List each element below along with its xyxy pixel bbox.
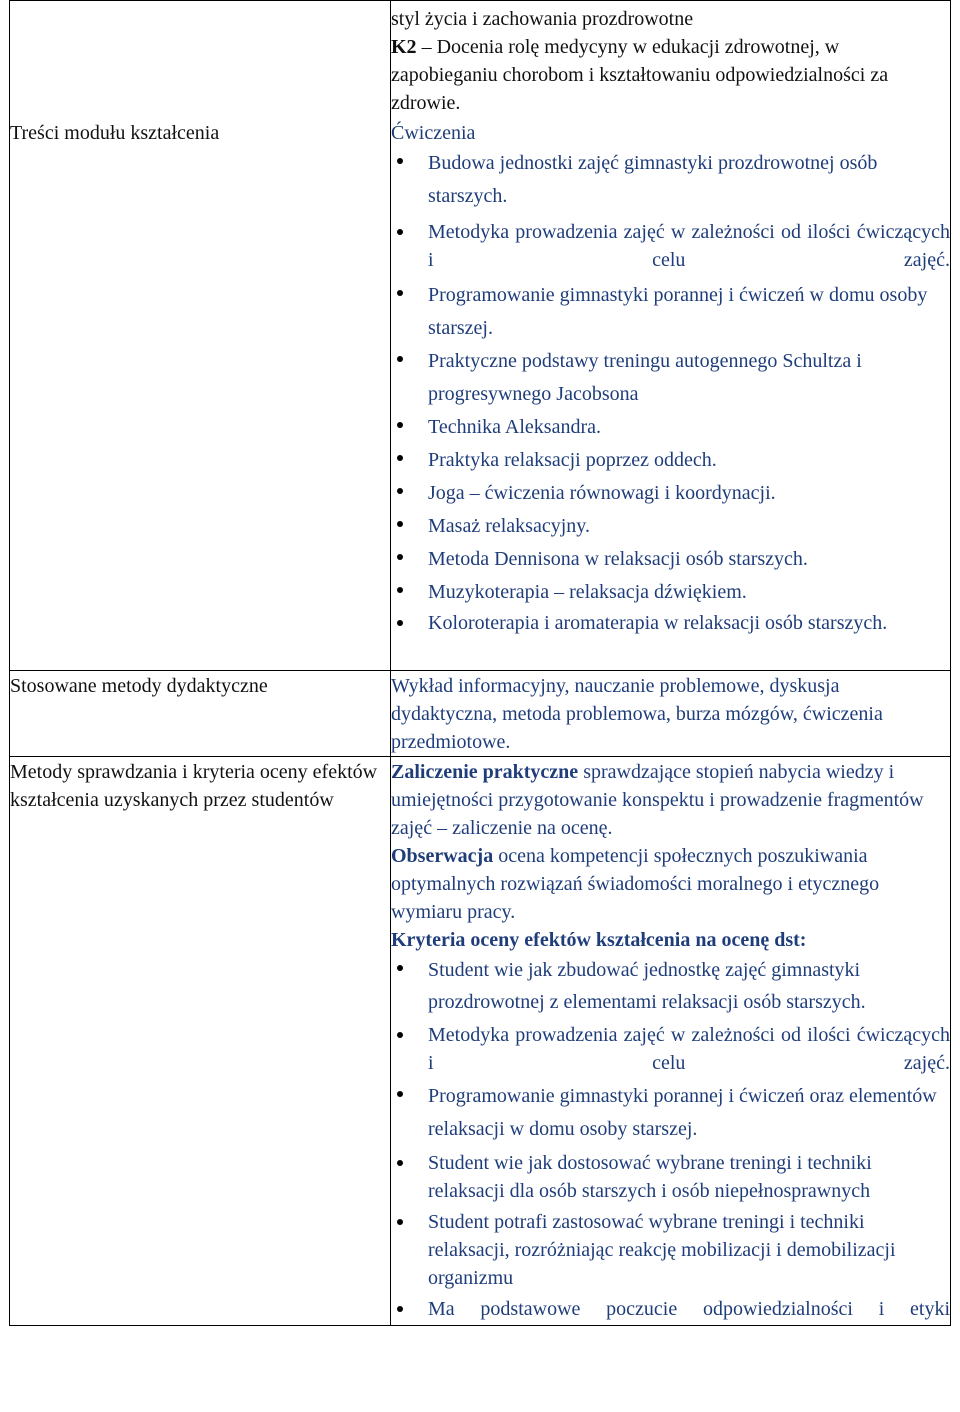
methods-text: Wykład informacyjny, nauczanie problemowe, dyskusja dydaktyczna, metoda problemowa, burza mózgów, ćwiczenia przedmiotowe.: [391, 675, 883, 753]
list-item: Ma podstawowe poczucie odpowiedzialności i etyki: [391, 1295, 950, 1323]
criteria-heading: Kryteria oceny efektów kształcenia na ocenę dst:: [391, 929, 807, 951]
content-cell: [391, 1, 951, 671]
list-item: Koloroterapia i aromaterapia w relaksacji osób starszych.: [391, 609, 950, 637]
methods-cell: [391, 671, 951, 757]
list-item: Joga – ćwiczenia równowagi i koordynacji.: [391, 477, 950, 510]
list-item: Budowa jednostki zajęć gimnastyki prozdrowotnej osób starszych.: [391, 147, 950, 213]
assessment-paragraph-2: [391, 842, 950, 926]
intro-line: styl życia i zachowania prozdrowotne: [391, 8, 694, 30]
list-item: Student potrafi zastosować wybrane treningi i techniki relaksacji, rozróżniając reakcję mobilizacji i demobilizacji organizmu: [391, 1208, 950, 1292]
row-label-cell: [10, 1, 391, 671]
list-item: Metodyka prowadzenia zajęć w zależności od ilości ćwiczących i celu zajęć.: [391, 1021, 950, 1077]
criteria-list: [391, 954, 950, 1325]
list-item: Metoda Dennisona w relaksacji osób starszych.: [391, 543, 950, 576]
syllabus-table: [9, 0, 951, 1326]
row-label: Metody sprawdzania i kryteria oceny efektów kształcenia uzyskanych przez studentów: [10, 761, 378, 811]
paragraph-text: ocena kompetencji społecznych poszukiwania optymalnych rozwiązań świadomości moralnego i etycznego wymiaru pracy.: [391, 845, 880, 923]
table-row-content: [10, 1, 951, 671]
assessment-cell: [391, 757, 951, 1326]
bold-term: Obserwacja: [391, 845, 494, 867]
list-item: Praktyka relaksacji poprzez oddech.: [391, 444, 950, 477]
k2-code: K2: [391, 36, 417, 58]
exercise-list: [391, 147, 950, 637]
k2-paragraph: [391, 33, 950, 117]
list-item: Programowanie gimnastyki porannej i ćwiczeń w domu osoby starszej.: [391, 279, 950, 345]
row-label-cell: [10, 757, 391, 1326]
list-item: Masaż relaksacyjny.: [391, 510, 950, 543]
list-item: Programowanie gimnastyki porannej i ćwiczeń oraz elementów relaksacji w domu osoby starszej.: [391, 1080, 950, 1146]
list-item: Technika Aleksandra.: [391, 411, 950, 444]
list-item: Student wie jak zbudować jednostkę zajęć gimnastyki prozdrowotnej z elementami relaksacji osób starszych.: [391, 954, 950, 1018]
k2-text: – Docenia rolę medycyny w edukacji zdrowotnej, w zapobieganiu chorobom i kształtowaniu odpowiedzialności za zdrowie.: [391, 36, 889, 114]
bold-term: Zaliczenie praktyczne: [391, 761, 579, 783]
assessment-paragraph-1: [391, 758, 950, 842]
list-item: Praktyczne podstawy treningu autogennego Schultza i progresywnego Jacobsona: [391, 345, 950, 411]
paragraph-text: sprawdzające stopień nabycia wiedzy i umiejętności przygotowanie konspektu i prowadzenie fragmentów zajęć – zaliczenie na ocenę.: [391, 761, 924, 839]
list-item: Metodyka prowadzenia zajęć w zależności od ilości ćwiczących i celu zajęć.: [391, 218, 950, 274]
table-row-assessment: [10, 757, 951, 1326]
row-label: Stosowane metody dydaktyczne: [10, 675, 268, 697]
list-item: Student wie jak dostosować wybrane treningi i techniki relaksacji dla osób starszych i osób niepełnosprawnych: [391, 1149, 950, 1205]
row-label-cell: [10, 671, 391, 757]
row-label: Treści modułu kształcenia: [10, 122, 220, 144]
table-row-methods: [10, 671, 951, 757]
list-item: Muzykoterapia – relaksacja dźwiękiem.: [391, 576, 950, 609]
exercises-heading: Ćwiczenia: [391, 122, 476, 144]
